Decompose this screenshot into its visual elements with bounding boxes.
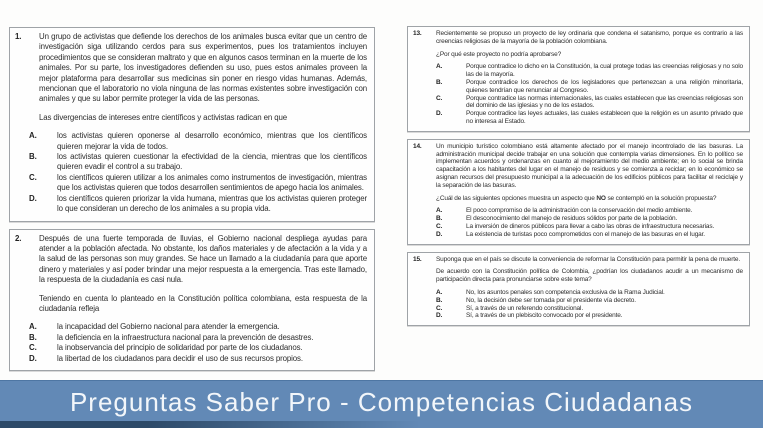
options-list bbox=[436, 63, 743, 125]
prompt-emphasis: NO bbox=[596, 194, 606, 202]
question-13-block bbox=[407, 26, 750, 132]
option-letter: D. bbox=[29, 193, 37, 203]
option-text: No, la decisión debe ser tomada por el presidente vía decreto. bbox=[466, 296, 636, 304]
prompt-pre: ¿Cuál de las siguientes opciones muestra un aspecto que bbox=[436, 194, 597, 202]
option-d bbox=[436, 110, 743, 126]
option-text: Porque contradice las normas internacionales, las cuales establecen que las creencias religiosas son del dominio de las iglesias y no de los estados. bbox=[466, 94, 743, 110]
option-letter: B. bbox=[29, 332, 37, 342]
option-b bbox=[436, 215, 743, 223]
question-prompt bbox=[436, 195, 743, 203]
option-letter: A. bbox=[436, 207, 443, 215]
option-letter: D. bbox=[436, 110, 443, 118]
option-b bbox=[29, 333, 367, 343]
question-text: Después de una fuerte temporada de lluvias, el Gobierno nacional despliega ayudas para atender a la población afectada. No obstante, los daños materiales y de afectación a la vida y a la salud de las personas son muy grandes. Se hace un llamado a la ciudadanía para que aporte dinero y materiales y así poder brindar una mejor respuesta a la emergencia. Tras este llamado, la respuesta de la ciudadanía es casi nula. bbox=[39, 233, 367, 285]
page-title: Preguntas Saber Pro - Competencias Ciudadanas bbox=[69, 386, 694, 417]
option-b bbox=[436, 79, 743, 95]
option-d bbox=[29, 354, 367, 364]
option-letter: C. bbox=[29, 343, 37, 353]
option-c bbox=[436, 95, 743, 111]
question-prompt: ¿Por qué este proyecto no podría aprobarse? bbox=[436, 50, 562, 58]
option-letter: D. bbox=[436, 312, 443, 320]
option-a bbox=[436, 207, 743, 215]
option-c bbox=[436, 223, 743, 231]
question-text: Recientemente se propuso un proyecto de ley ordinaria que condena el satanismo, porque es contrario a las creencias religiosas de la mayoría de la población colombiana. bbox=[436, 30, 743, 45]
option-text: la deficiencia en la infraestructura nacional para la prevención de desastres. bbox=[57, 332, 314, 342]
option-text: Sí, a través de un plebiscito convocado por el presidente. bbox=[466, 312, 623, 320]
question-number: 14. bbox=[413, 142, 422, 150]
option-text: la incapacidad del Gobierno nacional para atender la emergencia. bbox=[57, 322, 280, 332]
option-text: la inobservancia del principio de solidaridad por parte de los ciudadanos. bbox=[57, 343, 303, 353]
option-letter: A. bbox=[29, 322, 37, 332]
option-text: los científicos quieren priorizar la vida humana, mientras que los activistas quieren proteger lo que consideran un derecho de los animales a su propia vida. bbox=[57, 193, 367, 214]
title-banner bbox=[0, 380, 763, 428]
option-a bbox=[436, 289, 743, 297]
option-c bbox=[29, 173, 367, 194]
question-1-block bbox=[9, 27, 375, 222]
question-text: Suponga que en el país se discute la conveniencia de reformar la Constitución para permitir la pena de muerte. bbox=[436, 255, 740, 263]
question-14-block bbox=[407, 139, 750, 245]
option-c bbox=[29, 343, 367, 353]
option-text: los activistas quieren oponerse al desarrollo económico, mientras que los científicos quieren mejorar la vida de todos. bbox=[57, 131, 367, 151]
options-list bbox=[436, 207, 743, 238]
option-letter: C. bbox=[29, 172, 37, 182]
option-b bbox=[436, 297, 743, 305]
option-text: El poco compromiso de la administración con la conservación del medio ambiente. bbox=[466, 207, 693, 215]
option-text: No, los asuntos penales son competencia exclusiva de la Rama Judicial. bbox=[466, 288, 665, 296]
question-2-block bbox=[9, 229, 375, 371]
option-text: Porque contradice lo dicho en la Constitución, la cual protege todas las creencias religiosas y no solo las de la mayoría. bbox=[466, 63, 743, 79]
option-a bbox=[436, 63, 743, 79]
option-text: El desconocimiento del manejo de residuos sólidos por parte de la población. bbox=[466, 215, 678, 223]
option-letter: A. bbox=[436, 63, 443, 71]
question-number: 13. bbox=[413, 30, 422, 37]
question-15-block bbox=[407, 252, 750, 327]
option-letter: B. bbox=[436, 215, 443, 223]
option-text: la libertad de los ciudadanos para decidir el uso de sus recursos propios. bbox=[57, 353, 303, 363]
option-a bbox=[29, 131, 367, 152]
question-prompt: De acuerdo con la Constitución política de Colombia, ¿podrían los ciudadanos acudir a un mecanismo de participación directa para pronunciarse sobre este tema? bbox=[436, 268, 743, 284]
option-text: La inversión de dineros públicos para llevar a cabo las obras de infraestructura necesarias. bbox=[466, 222, 715, 230]
question-text: Un grupo de activistas que defiende los derechos de los animales busca evitar que un centro de investigación siga utilizando cerdos para sus experimentos, pues los tratamientos incluyen procedimientos que se consideran maltrato y que en algunos casos terminan en la muerte de los animales. Por su parte, los investigadores defienden su uso, pues estos animales proveen la mejor plataforma para desarrollar sus medicinas sin poner en riesgo vidas humanas. Además, mencionan que el laboratorio no viola ninguna de las normas existentes sobre investigación con animales y que su labor permite proteger la vida de las personas. bbox=[39, 32, 367, 104]
options-list bbox=[29, 322, 367, 364]
question-number: 15. bbox=[413, 255, 422, 263]
option-letter: B. bbox=[436, 78, 443, 86]
option-letter: A. bbox=[436, 288, 443, 296]
question-prompt: Las divergencias de intereses entre científicos y activistas radican en que bbox=[39, 112, 288, 122]
option-a bbox=[29, 322, 367, 332]
question-number: 1. bbox=[15, 32, 22, 41]
left-column bbox=[9, 27, 375, 378]
option-text: Porque contradice las leyes actuales, las cuales establecen que la religión es un asunto privado que no interesa al Estado. bbox=[466, 110, 743, 125]
question-text: Un municipio turístico colombiano está altamente afectado por el manejo incontrolado de las basuras. La administración municipal decide trabajar en una solución que contempla varias dimensiones. En lo político se implementan acuerdos y ordenanzas en cuanto al mejoramiento del medio ambiente; en lo social se brinda capacitación a los habitantes del lugar en el manejo de residuos y se comienza a reciclar; en lo económico se asignan recursos del presupuesto municipal a la adecuación de los edificios públicos para facilitar el reciclaje y la separación de las basuras. bbox=[436, 142, 743, 189]
option-text: los activistas quieren cuestionar la efectividad de la ciencia, mientras que los científicos quieren evadir el control a su trabajo. bbox=[57, 152, 367, 172]
options-list bbox=[436, 289, 743, 320]
option-text: Sí, a través de un referendo constitucional. bbox=[466, 304, 583, 312]
option-letter: D. bbox=[29, 353, 37, 363]
option-d bbox=[29, 194, 367, 215]
option-text: Porque contradice los derechos de los legisladores que pertenezcan a una religión minoritaria, quienes tendrían que renunciar al Congreso. bbox=[466, 78, 743, 94]
option-letter: D. bbox=[436, 230, 443, 238]
question-prompt: Teniendo en cuenta lo planteado en la Constitución política colombiana, esta respuesta de la ciudadanía refleja bbox=[39, 293, 367, 313]
question-number: 2. bbox=[15, 233, 22, 243]
options-list bbox=[29, 131, 367, 214]
option-letter: A. bbox=[29, 131, 37, 141]
option-c bbox=[436, 305, 743, 313]
option-d bbox=[436, 312, 743, 320]
option-letter: C. bbox=[436, 304, 443, 312]
prompt-post: se contempló en la solución propuesta? bbox=[605, 194, 717, 202]
option-d bbox=[436, 231, 743, 239]
option-letter: B. bbox=[29, 152, 37, 162]
option-letter: C. bbox=[436, 222, 443, 230]
option-text: La existencia de turistas poco comprometidos con el manejo de las basuras en el lugar. bbox=[466, 230, 705, 238]
option-letter: C. bbox=[436, 94, 443, 102]
option-b bbox=[29, 152, 367, 173]
option-letter: B. bbox=[436, 296, 443, 304]
option-text: los científicos quieren utilizar a los animales como instrumentos de investigación, mientras que los activistas quieren que todos desarrollen sentimientos de apego hacia los animales. bbox=[57, 172, 367, 193]
right-column bbox=[407, 26, 750, 333]
